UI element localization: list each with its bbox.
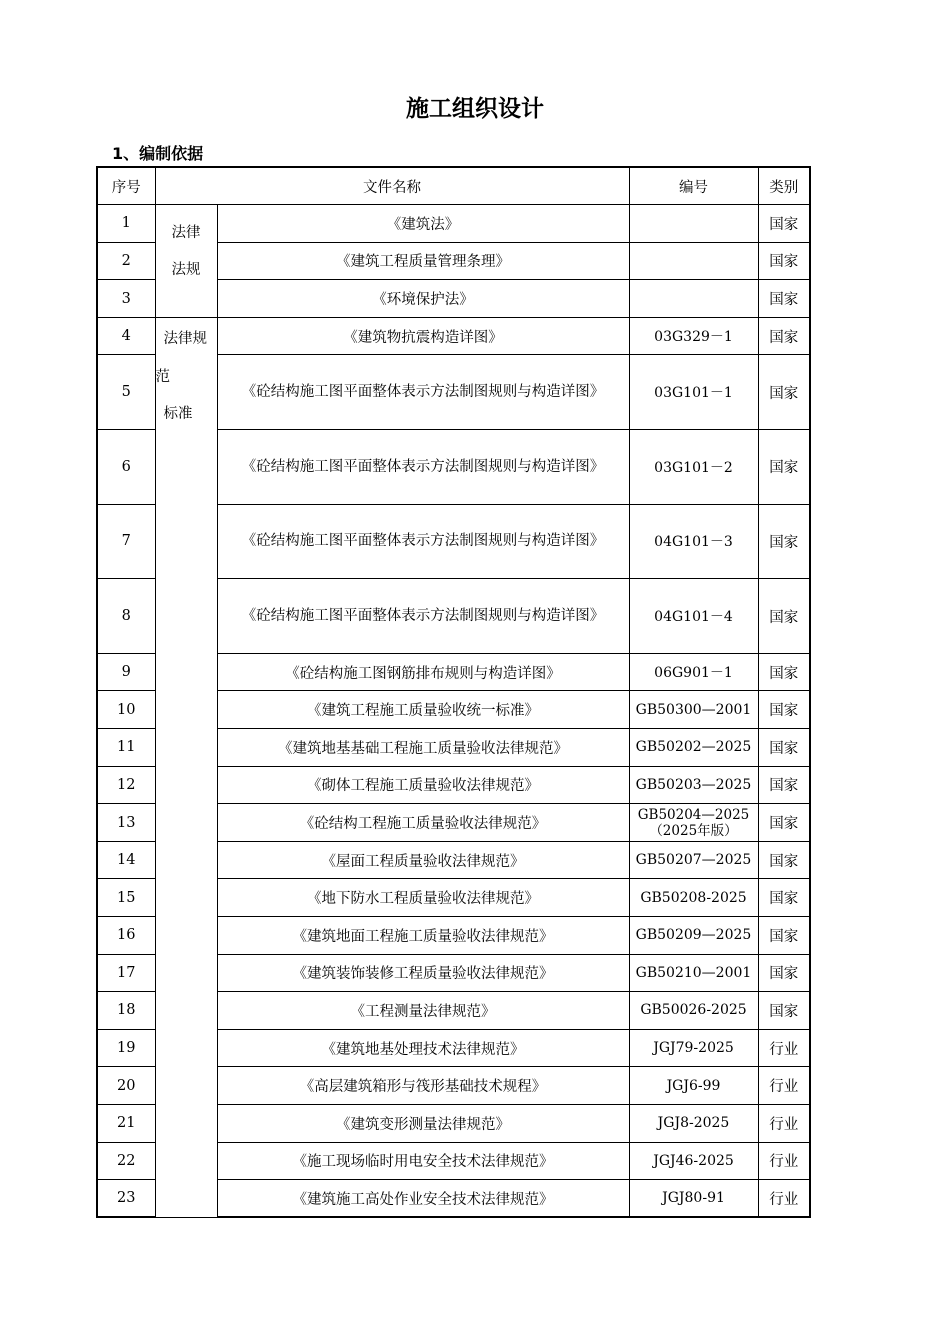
table-row — [97, 205, 810, 243]
section-heading: 1、编制依据 — [112, 144, 204, 163]
row-no: 16 — [97, 917, 155, 955]
header-type: 类别 — [758, 167, 810, 205]
row-code — [629, 242, 758, 280]
row-code: GB50210—2001 — [629, 954, 758, 992]
row-code: JGJ6-99 — [629, 1067, 758, 1105]
row-no: 4 — [97, 317, 155, 355]
row-type: 国家 — [758, 917, 810, 955]
row-code: GB50209—2025 — [629, 917, 758, 955]
row-no: 17 — [97, 954, 155, 992]
row-type: 行业 — [758, 1104, 810, 1142]
row-name: 《工程测量法律规范》 — [217, 992, 629, 1030]
row-code: GB50204—2025（2025年版） — [629, 804, 758, 842]
row-type: 国家 — [758, 504, 810, 579]
row-code: GB50202—2025 — [629, 729, 758, 767]
row-code: 03G329－1 — [629, 317, 758, 355]
row-code: 04G101－3 — [629, 504, 758, 579]
row-type: 行业 — [758, 1067, 810, 1105]
row-no: 23 — [97, 1180, 155, 1218]
row-code — [629, 280, 758, 318]
table-row — [97, 317, 810, 355]
row-name: 《建筑工程质量管理条理》 — [217, 242, 629, 280]
row-name: 《地下防水工程质量验收法律规范》 — [217, 879, 629, 917]
row-type: 国家 — [758, 691, 810, 729]
row-type: 国家 — [758, 317, 810, 355]
row-type: 国家 — [758, 579, 810, 654]
row-type: 行业 — [758, 1142, 810, 1180]
row-code: GB50300—2001 — [629, 691, 758, 729]
row-name: 《砌体工程施工质量验收法律规范》 — [217, 766, 629, 804]
row-no: 1 — [97, 205, 155, 243]
row-type: 行业 — [758, 1029, 810, 1067]
row-type: 国家 — [758, 804, 810, 842]
row-type: 国家 — [758, 841, 810, 879]
row-name: 《建筑地基基础工程施工质量验收法律规范》 — [217, 729, 629, 767]
row-code: GB50026-2025 — [629, 992, 758, 1030]
category-laws — [155, 205, 217, 318]
row-type: 行业 — [758, 1180, 810, 1218]
page-title: 施工组织设计 — [406, 96, 544, 122]
row-code: JGJ8-2025 — [629, 1104, 758, 1142]
row-code: GB50207—2025 — [629, 841, 758, 879]
row-no: 18 — [97, 992, 155, 1030]
row-no: 3 — [97, 280, 155, 318]
row-name: 《建筑变形测量法律规范》 — [217, 1104, 629, 1142]
category-standards-line1: 法律规 — [163, 330, 207, 347]
row-no: 7 — [97, 504, 155, 579]
row-no: 20 — [97, 1067, 155, 1105]
row-name: 《高层建筑箱形与筏形基础技术规程》 — [217, 1067, 629, 1105]
category-standards-line3: 标准 — [163, 405, 193, 422]
row-no: 14 — [97, 841, 155, 879]
row-code: 03G101－1 — [629, 355, 758, 430]
row-code — [629, 205, 758, 243]
row-code: JGJ79-2025 — [629, 1029, 758, 1067]
category-laws-line1: 法律 — [171, 225, 201, 242]
row-code: GB50203—2025 — [629, 766, 758, 804]
row-type: 国家 — [758, 766, 810, 804]
row-type: 国家 — [758, 653, 810, 691]
row-type: 国家 — [758, 355, 810, 430]
row-name: 《环境保护法》 — [217, 280, 629, 318]
row-no: 13 — [97, 804, 155, 842]
row-code: JGJ46-2025 — [629, 1142, 758, 1180]
row-name: 《砼结构工程施工质量验收法律规范》 — [217, 804, 629, 842]
row-type: 国家 — [758, 992, 810, 1030]
row-no: 2 — [97, 242, 155, 280]
row-name: 《建筑工程施工质量验收统一标准》 — [217, 691, 629, 729]
row-name: 《砼结构施工图钢筋排布规则与构造详图》 — [217, 653, 629, 691]
row-type: 国家 — [758, 430, 810, 505]
row-code: 04G101－4 — [629, 579, 758, 654]
category-laws-line2: 法规 — [171, 262, 201, 279]
row-name: 《建筑装饰装修工程质量验收法律规范》 — [217, 954, 629, 992]
row-no: 19 — [97, 1029, 155, 1067]
row-no: 6 — [97, 430, 155, 505]
row-name: 《建筑地基处理技术法律规范》 — [217, 1029, 629, 1067]
row-name: 《屋面工程质量验收法律规范》 — [217, 841, 629, 879]
row-no: 9 — [97, 653, 155, 691]
row-name: 《建筑物抗震构造详图》 — [217, 317, 629, 355]
header-name: 文件名称 — [155, 167, 629, 205]
row-no: 15 — [97, 879, 155, 917]
category-standards-line2: 范 — [155, 368, 170, 385]
row-name: 《建筑法》 — [217, 205, 629, 243]
row-name: 《施工现场临时用电安全技术法律规范》 — [217, 1142, 629, 1180]
row-no: 5 — [97, 355, 155, 430]
row-code: GB50208-2025 — [629, 879, 758, 917]
row-type: 国家 — [758, 729, 810, 767]
row-code: 06G901－1 — [629, 653, 758, 691]
header-code: 编号 — [629, 167, 758, 205]
row-code: JGJ80-91 — [629, 1180, 758, 1218]
row-name: 《建筑施工高处作业安全技术法律规范》 — [217, 1180, 629, 1218]
row-no: 21 — [97, 1104, 155, 1142]
row-type: 国家 — [758, 879, 810, 917]
category-standards — [155, 317, 217, 1217]
table-header-row — [97, 167, 810, 205]
row-no: 22 — [97, 1142, 155, 1180]
row-name: 《建筑地面工程施工质量验收法律规范》 — [217, 917, 629, 955]
row-name: 《砼结构施工图平面整体表示方法制图规则与构造详图》 — [217, 355, 629, 430]
row-no: 11 — [97, 729, 155, 767]
header-no: 序号 — [97, 167, 155, 205]
row-code: 03G101－2 — [629, 430, 758, 505]
row-type: 国家 — [758, 280, 810, 318]
row-no: 10 — [97, 691, 155, 729]
row-name: 《砼结构施工图平面整体表示方法制图规则与构造详图》 — [217, 430, 629, 505]
row-no: 8 — [97, 579, 155, 654]
row-name: 《砼结构施工图平面整体表示方法制图规则与构造详图》 — [217, 504, 629, 579]
row-type: 国家 — [758, 954, 810, 992]
row-no: 12 — [97, 766, 155, 804]
basis-table — [96, 166, 811, 1218]
row-type: 国家 — [758, 205, 810, 243]
row-name: 《砼结构施工图平面整体表示方法制图规则与构造详图》 — [217, 579, 629, 654]
row-type: 国家 — [758, 242, 810, 280]
